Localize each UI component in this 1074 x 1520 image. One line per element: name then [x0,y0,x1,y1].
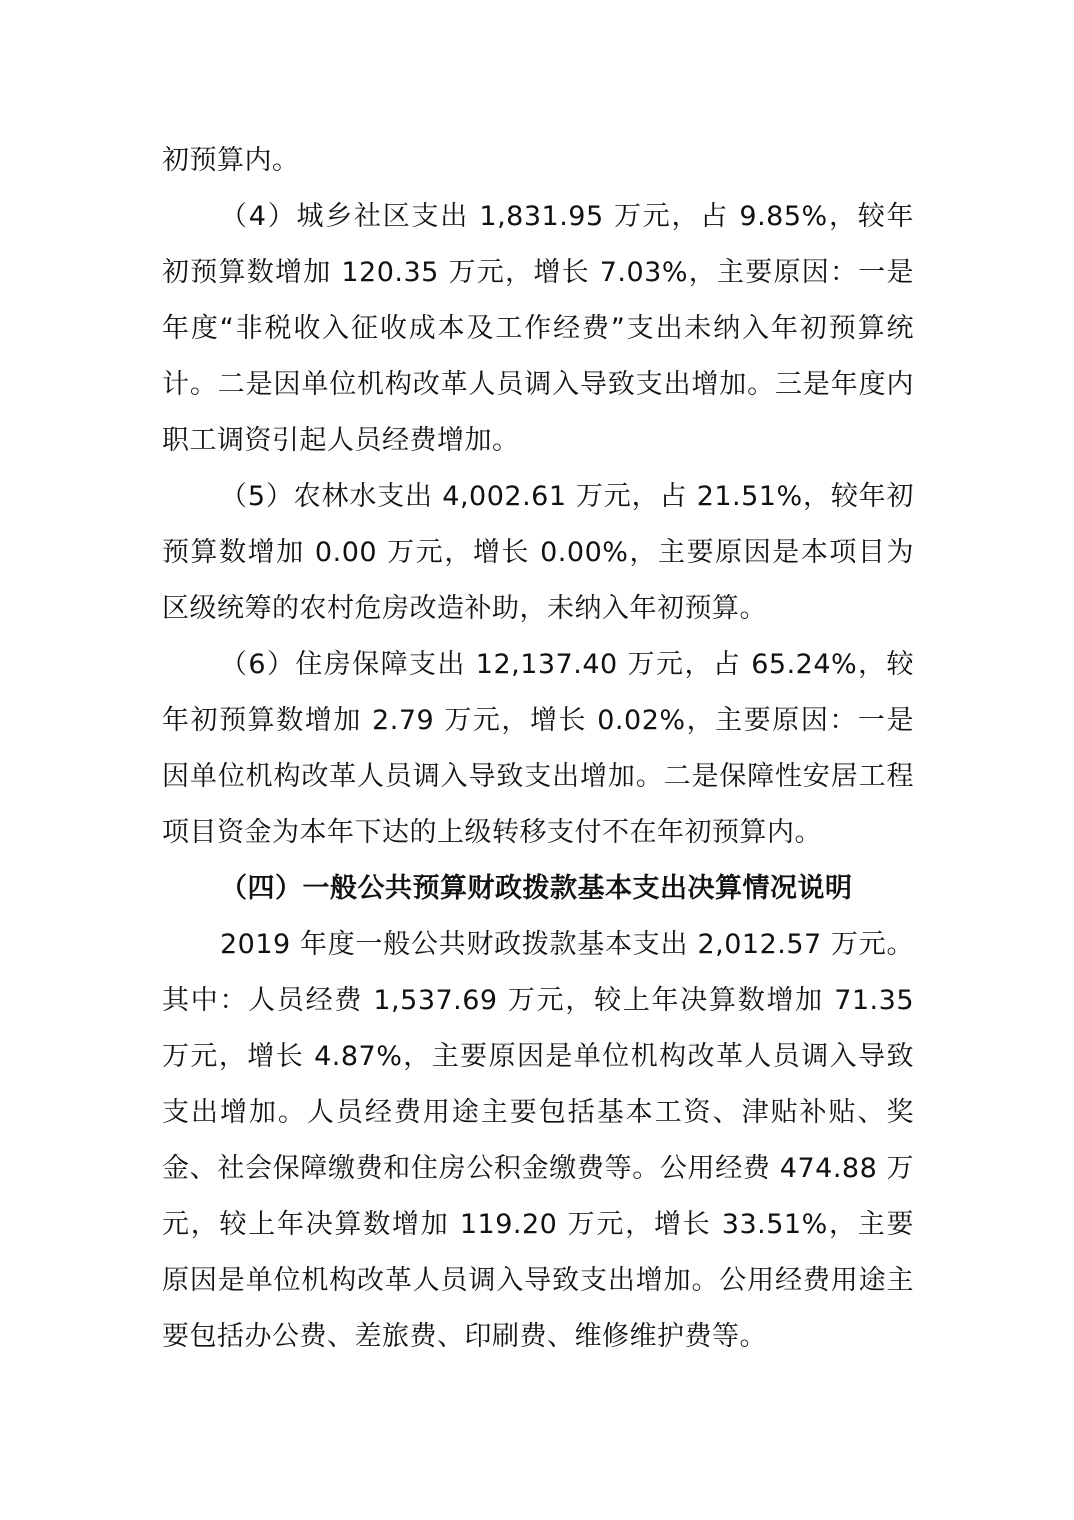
paragraph-basic-expenditure: 2019 年度一般公共财政拨款基本支出 2,012.57 万元。其中：人员经费 1,537.69 万元，较上年决算数增加 71.35 万元，增长 4.87%，主要原因是单位机构改革人员调入导致支出增加。人员经费用途主要包括基本工资、津贴补贴、奖金、社会保障缴费和住房公积金缴费等。公用经费 474.88 万元，较上年决算数增加 119.20 万元，增长 33.51%，主要原因是单位机构改革人员调入导致支出增加。公用经费用途主要包括办公费、差旅费、印刷费、维修维护费等。 [162,929,914,1352]
paragraph-continuation: 初预算内。 [162,145,300,176]
paragraph-urban-rural-community: （4）城乡社区支出 1,831.95 万元，占 9.85%，较年初预算数增加 120.35 万元，增长 7.03%，主要原因：一是年度“非税收入征收成本及工作经费”支出未纳入年初预算统计。二是因单位机构改革人员调入导致支出增加。三是年度内职工调资引起人员经费增加。 [162,201,914,456]
paragraph-agriculture-forestry-water: （5）农林水支出 4,002.61 万元，占 21.51%，较年初预算数增加 0.00 万元，增长 0.00%，主要原因是本项目为区级统筹的农村危房改造补助，未纳入年初预算。 [162,481,914,624]
section-heading: （四）一般公共预算财政拨款基本支出决算情况说明 [220,873,853,904]
document-page [162,133,914,1365]
paragraph-housing-security: （6）住房保障支出 12,137.40 万元，占 65.24%，较年初预算数增加 2.79 万元，增长 0.02%，主要原因：一是因单位机构改革人员调入导致支出增加。二是保障性安居工程项目资金为本年下达的上级转移支付不在年初预算内。 [162,649,914,848]
